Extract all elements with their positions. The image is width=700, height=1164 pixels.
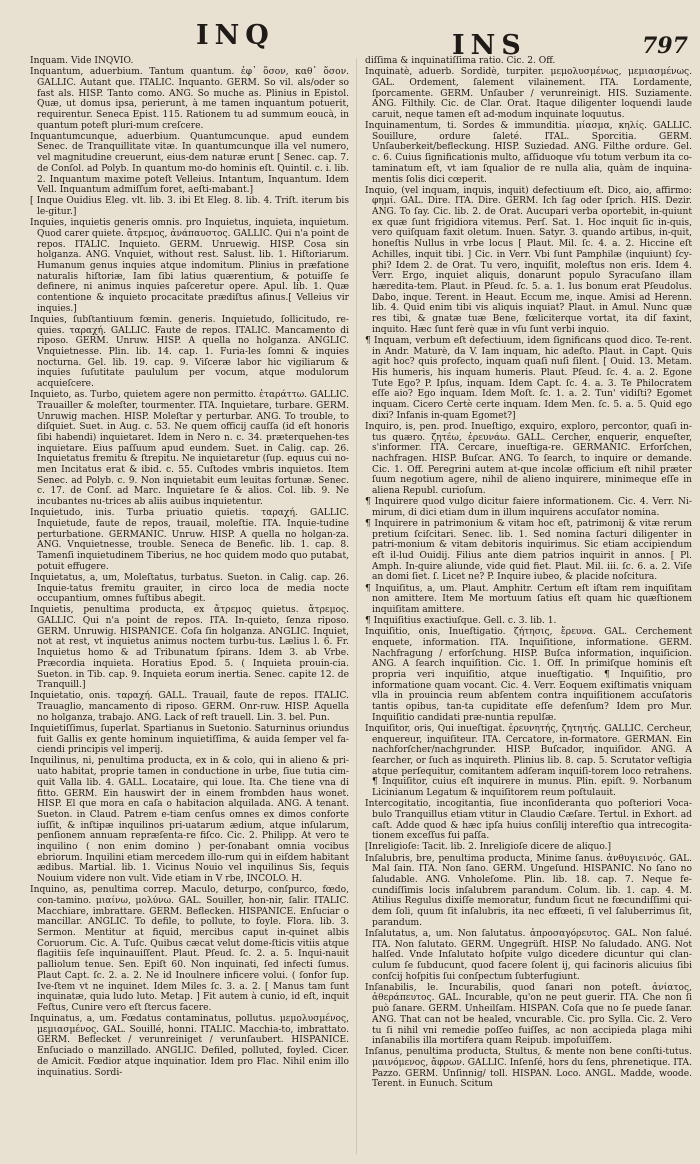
entry-inquam: Inquam. Vide INQVIO. <box>30 56 134 66</box>
entry-insanabilis: Inſanabilis, le. Incurabilis, quod ſanari non poteſt. ἀνίατος, ἀθεράπευτος. GAL. Incurable, qu'on ne peut guerir. ITA. Che non ſi può ſanare. GERM. Unheilſam. HISPAN. Coſa que no ſe puede ſanar. ANG. That can not be healed, vncurable. Cic. pro Sylla. Cic. 2. Vero tu ſi nihil vni remedie poſſeo fuiſſes, ac non accipieda plaga mihi inſanabilis illa mortifera quam Reipub. impoſuiſſem. <box>365 982 692 1047</box>
entry-inquietatio: Inquietatio, onis. ταραχή. GALL. Trauail, faute de repos. ITALIC. Trauaglio, mancamento di riposo. GERM. Onr-ruw. HISP. Aquella no holganza, trabajo. ANG. Lack of reſt trauell. Lin. 3. bel. Pun. <box>30 691 349 723</box>
entry-inquantum: Inquantum, aduerbium. Tantum quantum. ἐφ᾽ ὅσον, καθ᾽ ὅσον. GALLIC. Autant que. ITALIC. Inquanto. GERM. So vil. als/oder so fast als. HISP. Tanto como. ANG. So muche as. Plinius in Epistol. Quæ, ut domus ipsa, perierunt, à me tamen inquantum potuerit, requirentur. Seneca Epist. 115. Rationem tu ad summum eoucà, in quantum poteft pluri-mum creſcere. <box>30 67 349 131</box>
entry-insalutatus: Inſalutatus, a, um. Non ſalutatus. ἀπροσαγόρευτος. GAL. Non ſalué. ITA. Non ſalutato. GERM. Ungegrüſt. HISP. No ſaludado. ANG. Not halſed. Vnde Inſalutato hoſpite vulgo dicedere dicuntur qui clan-culum ſe ſubducunt, quod facere ſolent ij, qui facinoris alicuius ſibi conſcij hoſpitis ſui conſpectum ſubterfugiunt. <box>365 928 692 982</box>
entry-inquisitio: Inquiſitio, onis, Inueſtigatio. ζήτησις, ἔρευνα. GAL. Cerchement enquete, information. ITA. Inquiſitione, informatione. GERM. Nachfragung / erforſchung. HISP. Buſca information, inquiſicion. ANG. A ſearch inquiſition. Cic. 1. Off. In primiſque hominis eſt propria veri inquiſitio, atque inueſtigatio. ¶ Inquiſitio, pro informatione quam vocant. Cic. 4. Verr. Eoquem exiſtimatis vniquam vlla in prouincia reum abſentem contra inquiſitionem accuſatoris tantis opibus, tan-ta cupiditate eſſe defenſum? Idem pro Mur. Inquiſitio candidati præ-nuntia repulſæ. <box>365 627 692 723</box>
entry-inquisitus: ¶ Inquiſitus, a, um. Plaut. Amphitr. Certum eſt iſtam rem inquiſitam non amittere. Item Me mortuum ſatius eſt quam hic quæſtionem inquiſitam amittere. <box>365 583 692 615</box>
entry-inquilinus: Inquilinus, ni, penultima producta, ex in & colo, qui in alieno & pri-uato habitat, proprie tamen in conductione in urbe, ſiue tutia cim-quit Valla lib. 4. GALL. Locataire, qui loue. Ita. Che tiene vna di fitto. GERM. Ein hauswirt der in einem frombden haus wonet. HISP. El que mora en caſa o habitacion alquilada. ANG. A tenant. Sueton. in Claud. Patrem e-tiam cenſus omnes ex dimos conforte iuſſit, & inſtipæ inquilinos pri-uatarum ædium, atque inſularum, penſionem annuam repræſenta-re fiſco. Cic. 2. Philipp. At vero te inquilino ( non enim domino ) per-ſonabant omnia vocibus ebriorum. Inquilini etiam mercedem illo-rum qui in eiſdem habitant ædibus. Martial. lib. 1. Vicinus Nouio vel inquilinus Sis, ſequis Nouium videre non vult. Vide etiam in V rbe, INCOLO. H. <box>30 756 349 885</box>
entry-inquietudo: Inquietudo, inis. Turba priuatio quietis. ταραχή. GALLIC. Inquietude, faute de repos, trauail, moleſtie. ITA. Inquie-tudine perturbatione. GERMANIC. Unruw. HISP. A quella no holgan-za. ANG. Vnquietnesse, trouble. Seneca de Benefic. lib. 1. cap. 8. Tamenſi inquietudinem Tiberius, ne hoc quidem modo quo putabat, potuit effugere. <box>30 508 349 572</box>
entry-insanus: Inſanus, penultima producta, Stultus, & mente non bene conſti-tutus. μαινόμενος, ἄφρων. GALLIC. Inſenſé, hors du ſens, phrenetique. ITA. Pazzo. GERM. Unſinnig/ toll. HISPAN. Loco. ANGL. Madde, woode. Terent. in Eunuch. Scitum <box>365 1047 692 1090</box>
entry-inquisitor: Inquiſitor, oris, Qui inueſtigat. ἐρευνητής, ζητητής. GALLIC. Cercheur, enquereur, inquiſiteur. ITA. Cercatore, in-formatore. GERMAN. Ein nachforſcher/nachgrunder. HISP. Buſcador, inquiſidor. ANG. A ſearcher, or ſuch as inquireth. Plinius lib. 8. cap. 5. Scrutator veſtigia atque perſequitur, comitantem adſeram inquiſi-torem loco retrahens. ¶ Inquiſitor, cuius eſt inquirere in munus. Plin. epiſt. 9. Norbanum Licinianum Legatum & inquiſitorem reum poſtulauit. <box>365 723 692 799</box>
page-number: 797 <box>642 33 688 59</box>
entry-continuation: diſſima & inquinatiſſima ratio. Cic. 2. Off. <box>365 56 556 66</box>
right-running-heading: INS <box>452 30 527 61</box>
entry-inquino: Inquino, as, penultima correp. Maculo, deturpo, conſpurco, fœdo, con-tamino. μιαίνω, μολύνω. GAL. Souiller, hon-nir, ſalir. ITALIC. Macchiare, imbrattare. GERM. Beflecken. HISPANICE. Enſuciar o mancillar. ANGLIC. To defile, to pollute, to foyle. Flora. lib. 3. Sermon. Mentitur at fiquid, mercibus caput in-quinet albis Coruorum. Cic. A. Tuſc. Quibus cæcat velut dome-ſticis vitiis atque flagitiis ſeſe inquinauiſſent. Plaut. Pſeud. ſc. 2. a. 5. Inqui-nauit palliolum tenue. Sen. Epiſt 60. Non inquinati, ſed infecti ſumus. Plaut Capt. ſc. 2. a. 2. Ne id Inoulnere inficere volui. ( ſonfor ſup. Ive-ſtem vt ne inquinet. Idem Miles ſc. 3. a. 2. [ Manus tam ſunt inquinatæ, quia ludo luto. Metap. ] Fit autem à cunio, id eſt, inquit Feſtus, Cunire vero eſt ſtercus facere. <box>30 885 349 1013</box>
right-column <box>365 56 692 1156</box>
left-column <box>30 56 349 1156</box>
entry-inquiro: Inquiro, is, pen. prod. Inueſtigo, exquiro, exploro, percontor, quaſi in-tus quæro. ζητέω, ἐρευνάω. GALL. Cercher, enquerir, enqueſter, s'informer. ITA. Cercare, inueſtiga-re. GERMANIC. Erforſchen, nachfragen. HISP. Buſcar. ANG. To ſearch, to inquire or demande. Cic. 1. Off. Peregrini autem at-que incolæ officium eſt nihil præter ſuum negotium agere, nihil de alieno inquirere, minimeque eſſe in aliena Republ. curioſum. <box>365 421 692 497</box>
entry-inquinatus: Inquinatus, a, um. Fœdatus contaminatus, pollutus. μεμολυσμένος, μεμιασμένος. GAL. Souillé, honni. ITALIC. Macchia-to, imbrattato. GERM. Beflecket / verunreiniget / verunſaubert. HISPANICE. Enſuciado o manzillado. ANGLIC. Defiled, polluted, foyled. Cicer. de Amicit. Fœdior atque inquinatior. Idem pro Flac. Nihil enim illo inquinatius. Sordi- <box>30 1014 349 1078</box>
entry-inquieto: Inquieto, as. Turbo, quietem agere non permitto. ἐταράττω. GALLIC. Trauailler & moleſter, tourmenter. ITA. Inquietare, turbare. GERM. Unruwig machen. HISP. Moleſtar y perturbar. ANG. To trouble, to diſquiet. Suet. in Aug. c. 53. Ne quem officij cauſſa (id eſt honoris ſibi habendi) inquietaret. Idem in Nero n. c. 34. præterquehen-tes inquietare. Eius paſſuum apud eundem. Suet. in Calig. cap. 26. Inquietatus fremitu & ſtrepitu. Ne inquietaretur (ſup. equus cui no-men Incitatus erat & ibid. c. 55. Cuſtodes vmbris inquietos. Item Senec. ad Polyb. c. 9. Non inquietabit eum leuitas fortunæ. Senec. c. 17. de Conſ. ad Marc. Inquietare ſe & alios. Col. lib. 9. Ne incubantes nu-trices ab aliis auibus inquietentur. <box>30 390 349 508</box>
entry-inquies-adj: Inquies, inquietis generis omnis. pro Inquietus, inquieta, inquietum. Quod carer quiete. ἄτρεμος, ἀνάπαυστος. GALLIC. Qui n'a point de repos. ITALIC. Inquieto. GERM. Unruewig. HISP. Cosa sin holganza. ANG. Vnquiet, without rest. Salust. lib. 1. Hiſtoriarum. Humanum genus inquies atque indomitum. Plinius in præfatione naturalis hiſtoriæ, Iam ſibi latius quærentium, & potuiſſe ſe definere, ni animus inquies paſceretur opere. Apul. lib. 1. Quæ contentione & inquieto procacitate prædiſtus aſinus.[ Velleius vir inquies.] <box>30 218 349 314</box>
entry-inquio: Inquio, (vel inquam, inquis, inquit) defectiuum eſt. Dico, aio, affirmo: φημί. GAL. Dire. ITA. Dire. GERM. Ich ſag oder ſprich. HIS. Dezir. ANG. To ſay. Cic. lib. 2. de Orat. Aucupari verba oportebit, in-quiunt ex quæ ſunt frigidiora vitemus. Perſ. Sat. 1. Hoc inquit ſic in-quis, vero quiſquam faxit oletum. Inuen. Satyr. 3. quando artibus, in-quit, honeſtis Nullus in vrbe locus [ Plaut. Mil. ſc. 4. a. 2. Hiccine eſt Achilles, inquit tibi. ] Cic. in Verr. Vbi ſunt Pamphilæ (inquiunt) ſcy-phi? Idem 2. de Orat. Tu vero, inquiſit, moleſtus non eris. Idem 4. Verr. Ergo, inquiet aliquis, donarunt populo Syracuſano illam hæredita-tem. Plaut. in Pſeud. ſc. 5. a. 1. Ius bonum erat Pſeudolus. Dabo, inque. Terent. in Heaut. Eccum me, inque. Amisi ad Herenn. lib. 4. Quid enim tibi vis aliquis inquiat? Plaut. in Amul. Nunc quæ res tibi, & gnatæ tuæ Bene, fœliciterque vortat, ita diſ faxint, inquito. Hæc ſunt ferè quæ in vſu ſunt verbi inquio. <box>365 185 692 335</box>
entry-intercogitatio: Intercogitatio, incogitantia, ſiue inconſideranta quo poſteriori Voca-bulo Tranquillus etiam vtitur in Claudio Cæſare. Tertul. in Exhort. ad caſt. Adde quod & hæc ipſa huius conſilij intereſtio qua intrecogita-tionem exceſſus fui paſſa. <box>365 799 692 842</box>
entry-inquies-noun: Inquies, ſubſtantiuum fœmin. generis. Inquietudo, ſollicitudo, re-quies. ταραχή. GALLIC. Faute de repos. ITALIC. Mancamento di riposo. GERM. Unruw. HISP. A quella no holganza. ANGLIC. Vnquietnesse. Plin. lib. 14. cap. 1. Furia-les ſomni & inquies nocturna. Gel. lib. 19. cap. 9. Viſceræ labor hic vigiliarum & inquies ſuſutitate paululum per vocum, atque modulorum acquieſcere. <box>30 314 349 390</box>
left-running-heading: INQ <box>196 20 275 51</box>
entry-inquietis: Inquietis, penultima producta, ex ἄτρεμος quietus. ἄτρεμος. GALLIC. Qui n'a point de repos. ITA. In-quieto, ſenza riposo. GERM. Unruwig. HISPANICE. Coſa ſin holganza. ANGLIC. Inquiet, not at rest, vt inquietus animus noctem turbu-tus. Lælius l. 6. Fr. Inquietus homo & ad Tribunatum ſpirans. Idem 3. ab Vrbe. Præcordia inquieta. Horatius Epod. 5. ( Inquieta prouin-cia. Sueton. in Tib. cap. 9. Inquieta eorum inertia. Senec. capite 12. de Tranquill.] <box>30 605 349 691</box>
entry-inreligiose: [Inreligioſe: Tacit. lib. 2. Inreligioſe dicere de aliquo.] <box>365 842 612 853</box>
entry-inquietissimus: Inquietiſſimus, ſuperlat. Spartianus in Suetonio. Saturninus oriundus fuit Gallis ex gente hominum inquietiſſima, & auida ſemper vel fa-ciendi principis vel imperij. <box>30 723 349 756</box>
column-divider <box>356 58 357 1154</box>
entry-inquam-verb: ¶ Inquam, verbum eſt defectiuum, idem ſignificans quod dico. Te-rent. in Andr. Maturè, da V. Iam inquam, hic adeſto. Plaut. in Capt. Quis agit hoc? quis profecto, inquam quaſi nuſi ſilent. [ Ouid. 13. Metam. His humeris, his inquam humeris. Plaut. Pſeud. ſc. 4. a. 2. Egone Tute Ego? P. Ipſus, inquam. Idem Capt. ſc. 4. a. 3. Te Philocratem eſſe aio? Ego inquam. Idem Moſt. ſc. 1. a. 2. Tun' vidiſti? Egomet inquam. Cicero Certè certe inquam. Idem Men. ſc. 5. a. 5. Quid ego dixi? Infanis in-quam Egomet?] <box>365 335 692 421</box>
entry-inquinate: Inquinatè, aduerb. Sordidè, turpiter. μεμολυσμένως, μεμιασμένως. GAL. Ordement, ſalement vilainement. ITA. Lordamente, ſporcamente. GERM. Unſauber / verunreinigt. HIS. Suziamente. ANG. Filthily. Cic. de Clar. Orat. Itaque diligenter loquendi laude caruit, neque tamen eſt ad-modum inquinate loquutus. <box>365 67 692 120</box>
entry-inquirere-informatio: ¶ Inquirere quod vulgo dicitur faiere informationem. Cic. 4. Verr. Ni-mirum, di dici etiam dum in illum inquirens accuſator nomina. <box>365 497 692 518</box>
entry-inquirere-patrimonium: ¶ Inquirere in patrimonium & vitam hoc eſt, patrimonij & vitæ rerum pretium ſciſcitari. Senec. lib. 1. Sed nomina ſacturi diligenter in patri-monium & vitam debitoris inquirimus. Sic etiam accipiendum eſt il-lud Ouidij. Filius ante diem patrios inquirit in annos. [ Pl. Amph. In-quire aliunde, vide quid fiet. Plaut. Mil. iii. ſc. 6. a. 2. Viſe an domi ſiet. ſ. Licet ne? P. Inquire iubeo, & placide noſcitura. <box>365 518 692 583</box>
entry-inquinamentum: Inquinamentum, ti. Sordes & immunditia. μίασμα, κηλίς. GALLIC. Souillure, ordure ſaleté. ITAL. Sporcitia. GERM. Unſauberkeit/befleckung. HISP. Suziedad. ANG. Filthe ordure. Gel. c. 6. Cuius ſignificationis multo, aſſiduoque vſu totum verbum ita co-taminatum eſt, vt iam ſqualior de re nulla alia, quàm de inquina-mentis ſolis dici cœperit. <box>365 121 692 185</box>
entry-inquisitius: ¶ Inquiſitius exactiuſque. Gell. c. 3. lib. 1. <box>365 616 557 627</box>
entry-inquietatus: Inquietatus, a, um, Moleſtatus, turbatus. Sueton. in Calig. cap. 26. Inquie-tatus fremitu grauiter, in circo loca de media nocte occupantium, omnes fuſtibus abegit. <box>30 572 349 605</box>
entry-insalubris: Inſalubris, bre, penultima producta, Minime ſanus. ἀνθυγιεινός. GAL. Mal ſain. ITA. Non ſano. GERM. Ungeſund. HISPANIC. No ſano no ſaludable. ANG. Vnholeſome. Plin. lib. 18. cap. 7. Neque fe-cundiſſimis locis inſalubrem parandum. Colum. lib. 1. cap. 4. M. Atilius Regulus dixiſſe memoratur, fundum ſicut ne fœcundiſſimi qui-dem ſoli, quum ſit inſalubris, ita nec effœeti, ſi vel ſaluberrimus ſit, parandum. <box>365 853 692 928</box>
entry-inque-note: [ Inque Ouidius Eleg. vlt. lib. 3. ibi Et Eleg. 8. lib. 4. Triſt. iterum bis le-gitur.] <box>30 196 349 218</box>
entry-inquantumcunque: Inquantumcunque, aduerbium. Quantumcunque. apud eundem Senec. de Tranquillitate vitæ. In quantumcunque illa vel numero, vel magnitudine creuerunt, eius-dem naturæ erunt [ Senec. cap. 7. de Conſol. ad Polyb. In quantum mo-do hominis eſt. Quintil. c. i. lib. 2. Inquantum maxime poteſt Velleius. Intantum, Inquantum. Idem Vell. Inquantum admiſſum foret, aeſti-mabant.] <box>30 131 349 196</box>
